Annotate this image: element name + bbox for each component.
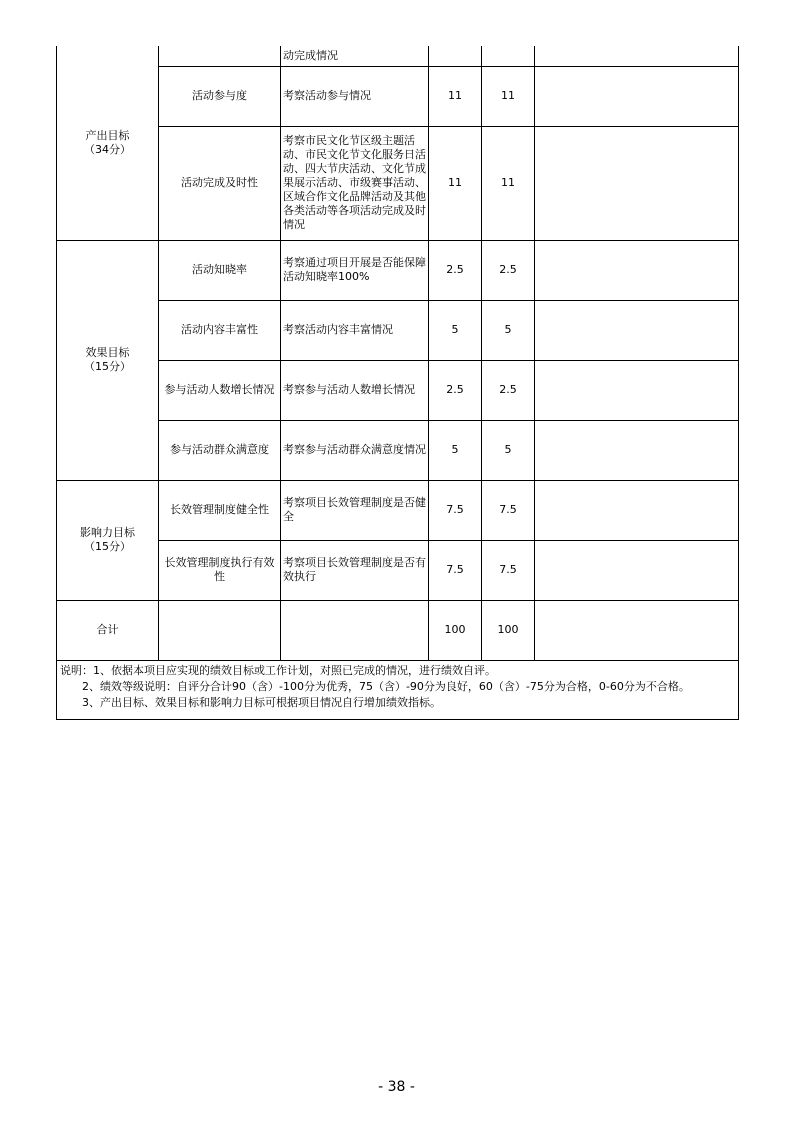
category-points: （34分） bbox=[84, 142, 131, 156]
score-cell: 7.5 bbox=[429, 540, 482, 600]
indicator-cell: 活动完成及时性 bbox=[159, 126, 281, 240]
remark-cell bbox=[535, 300, 739, 360]
note-line: 2、绩效等级说明：自评分合计90（含）-100分为优秀，75（含）-90分为良好，60（含）-75分为合格，0-60分为不合格。 bbox=[82, 679, 690, 693]
remark-cell bbox=[535, 46, 739, 66]
score-cell: 7.5 bbox=[482, 480, 535, 540]
score-cell: 2.5 bbox=[429, 360, 482, 420]
table-row bbox=[57, 126, 739, 240]
category-cell-output bbox=[57, 46, 159, 240]
table-row bbox=[57, 300, 739, 360]
score-cell: 2.5 bbox=[482, 360, 535, 420]
indicator-cell: 长效管理制度执行有效性 bbox=[159, 540, 281, 600]
table-row bbox=[57, 46, 739, 66]
score-cell: 2.5 bbox=[482, 240, 535, 300]
description-cell: 考察参与活动人数增长情况 bbox=[281, 360, 429, 420]
indicator-cell: 参与活动人数增长情况 bbox=[159, 360, 281, 420]
remark-cell bbox=[535, 240, 739, 300]
score-cell: 5 bbox=[482, 420, 535, 480]
table-row bbox=[57, 360, 739, 420]
table-row bbox=[57, 420, 739, 480]
notes-row bbox=[57, 660, 739, 719]
description-cell: 考察通过项目开展是否能保障活动知晓率100% bbox=[281, 240, 429, 300]
description-cell: 考察项目长效管理制度是否有效执行 bbox=[281, 540, 429, 600]
score-cell: 11 bbox=[482, 126, 535, 240]
score-cell: 11 bbox=[429, 66, 482, 126]
indicator-cell: 活动内容丰富性 bbox=[159, 300, 281, 360]
remark-cell bbox=[535, 360, 739, 420]
score-cell: 5 bbox=[429, 420, 482, 480]
total-score: 100 bbox=[482, 600, 535, 660]
category-name: 影响力目标 bbox=[80, 526, 135, 539]
description-cell: 考察市民文化节区级主题活动、市民文化节文化服务日活动、四大节庆活动、文化节成果展示活动、市级赛事活动、区域合作文化品牌活动及其他各类活动等各项活动完成及时情况 bbox=[281, 126, 429, 240]
total-label: 合计 bbox=[57, 600, 159, 660]
table-row bbox=[57, 480, 739, 540]
indicator-cell bbox=[159, 46, 281, 66]
category-points: （15分） bbox=[84, 360, 131, 373]
score-cell: 2.5 bbox=[429, 240, 482, 300]
score-cell: 5 bbox=[482, 300, 535, 360]
category-points: （15分） bbox=[84, 540, 131, 553]
remark-cell bbox=[535, 420, 739, 480]
description-cell bbox=[281, 600, 429, 660]
total-row bbox=[57, 600, 739, 660]
note-line: 3、产出目标、效果目标和影响力目标可根据项目情况自行增加绩效指标。 bbox=[82, 695, 441, 709]
page-number: - 38 - bbox=[378, 1079, 415, 1095]
category-name: 效果目标 bbox=[85, 346, 130, 359]
score-cell: 7.5 bbox=[429, 480, 482, 540]
category-cell-influence bbox=[57, 480, 159, 600]
note-line: 说明：1、依据本项目应实现的绩效目标或工作计划，对照已完成的情况，进行绩效自评。 bbox=[60, 663, 496, 677]
score-cell: 11 bbox=[482, 66, 535, 126]
description-cell: 考察活动参与情况 bbox=[281, 66, 429, 126]
table-row bbox=[57, 540, 739, 600]
description-cell: 考察项目长效管理制度是否健全 bbox=[281, 480, 429, 540]
table-row bbox=[57, 66, 739, 126]
remark-cell bbox=[535, 540, 739, 600]
score-cell: 11 bbox=[429, 126, 482, 240]
category-cell-effect bbox=[57, 240, 159, 480]
performance-evaluation-table bbox=[56, 46, 739, 720]
indicator-cell: 活动参与度 bbox=[159, 66, 281, 126]
score-cell bbox=[429, 46, 482, 66]
notes-cell bbox=[57, 660, 739, 719]
indicator-cell: 活动知晓率 bbox=[159, 240, 281, 300]
remark-cell bbox=[535, 600, 739, 660]
score-cell bbox=[482, 46, 535, 66]
remark-cell bbox=[535, 126, 739, 240]
remark-cell bbox=[535, 480, 739, 540]
category-name: 产出目标 bbox=[85, 128, 130, 142]
indicator-cell bbox=[159, 600, 281, 660]
description-cell: 考察活动内容丰富情况 bbox=[281, 300, 429, 360]
table-row bbox=[57, 240, 739, 300]
indicator-cell: 参与活动群众满意度 bbox=[159, 420, 281, 480]
description-cell: 动完成情况 bbox=[281, 46, 429, 66]
remark-cell bbox=[535, 66, 739, 126]
score-cell: 7.5 bbox=[482, 540, 535, 600]
total-score: 100 bbox=[429, 600, 482, 660]
indicator-cell: 长效管理制度健全性 bbox=[159, 480, 281, 540]
score-cell: 5 bbox=[429, 300, 482, 360]
description-cell: 考察参与活动群众满意度情况 bbox=[281, 420, 429, 480]
